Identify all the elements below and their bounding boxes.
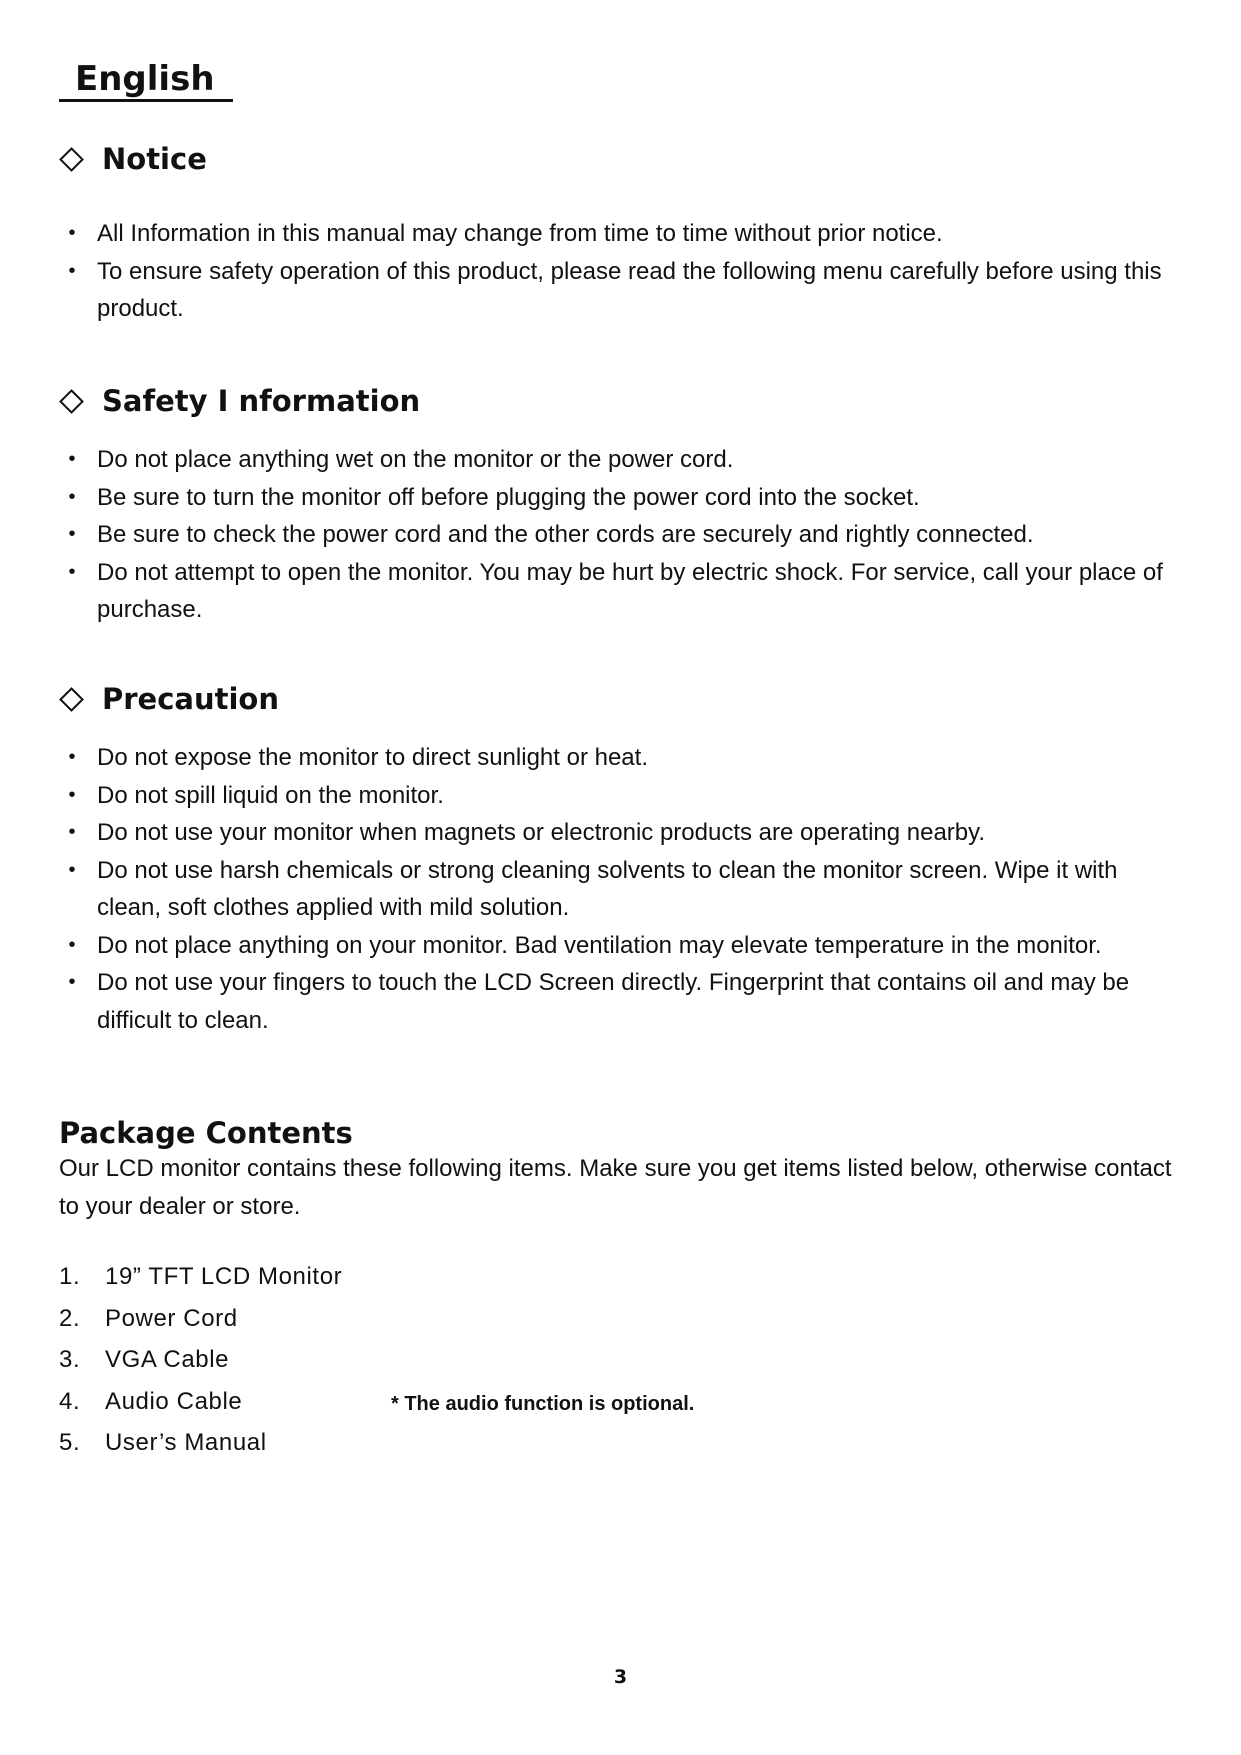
list-item: • Do not spill liquid on the monitor. <box>68 781 444 809</box>
page-number: 3 <box>613 1666 628 1688</box>
precaution-heading-text: Precaution <box>102 682 280 716</box>
list-item: 3. VGA Cable <box>59 1346 230 1373</box>
list-item: • Do not use harsh chemicals or strong cleaning solvents to clean the monitor screen. Wipe it with clean, soft clothes applied with mild solution. <box>68 856 1118 921</box>
list-item: • Do not place anything on your monitor. Bad ventilation may elevate temperature in the monitor. <box>68 931 1102 959</box>
precaution-heading <box>59 679 279 719</box>
list-item: 1. 19” TFT LCD Monitor <box>59 1263 343 1290</box>
list-item: • To ensure safety operation of this product, please read the following menu carefully before using this product. <box>68 257 1162 322</box>
list-item: 2. Power Cord <box>59 1304 238 1332</box>
list-item: 5. User’s Manual <box>59 1429 267 1456</box>
notice-heading <box>59 139 207 179</box>
precaution-list <box>0 739 1241 1039</box>
safety-heading-text: Safety I nformation <box>102 384 421 418</box>
list-item: • Do not expose the monitor to direct sunlight or heat. <box>68 744 648 771</box>
diamond-icon <box>59 389 84 414</box>
package-contents-intro: Our LCD monitor contains these following items. Make sure you get items listed below, otherwise contact to your dealer or store. <box>59 1155 1172 1220</box>
list-item: 4. Audio Cable <box>59 1387 243 1415</box>
list-item: • All Information in this manual may change from time to time without prior notice. <box>68 220 943 247</box>
language-title: English <box>59 57 233 102</box>
notice-list <box>0 215 1241 328</box>
audio-note: * The audio function is optional. <box>391 1393 695 1415</box>
notice-heading-text: Notice <box>102 142 207 176</box>
diamond-icon <box>59 687 84 712</box>
list-item: • Do not place anything wet on the monitor or the power cord. <box>68 446 734 473</box>
package-contents-list <box>59 1256 342 1464</box>
safety-list <box>0 441 1241 629</box>
package-contents-heading: Package Contents <box>59 1116 353 1150</box>
safety-heading <box>59 381 420 421</box>
list-item: • Do not use your fingers to touch the LCD Screen directly. Fingerprint that contains oil and may be difficult to clean. <box>68 969 1130 1034</box>
list-item: • Be sure to check the power cord and the other cords are securely and rightly connected. <box>68 521 1034 548</box>
list-item: • Be sure to turn the monitor off before plugging the power cord into the socket. <box>68 483 920 511</box>
list-item: • Do not use your monitor when magnets or electronic products are operating nearby. <box>68 819 986 846</box>
diamond-icon <box>59 147 84 172</box>
list-item: • Do not attempt to open the monitor. You may be hurt by electric shock. For service, call your place of purchase. <box>68 558 1163 623</box>
